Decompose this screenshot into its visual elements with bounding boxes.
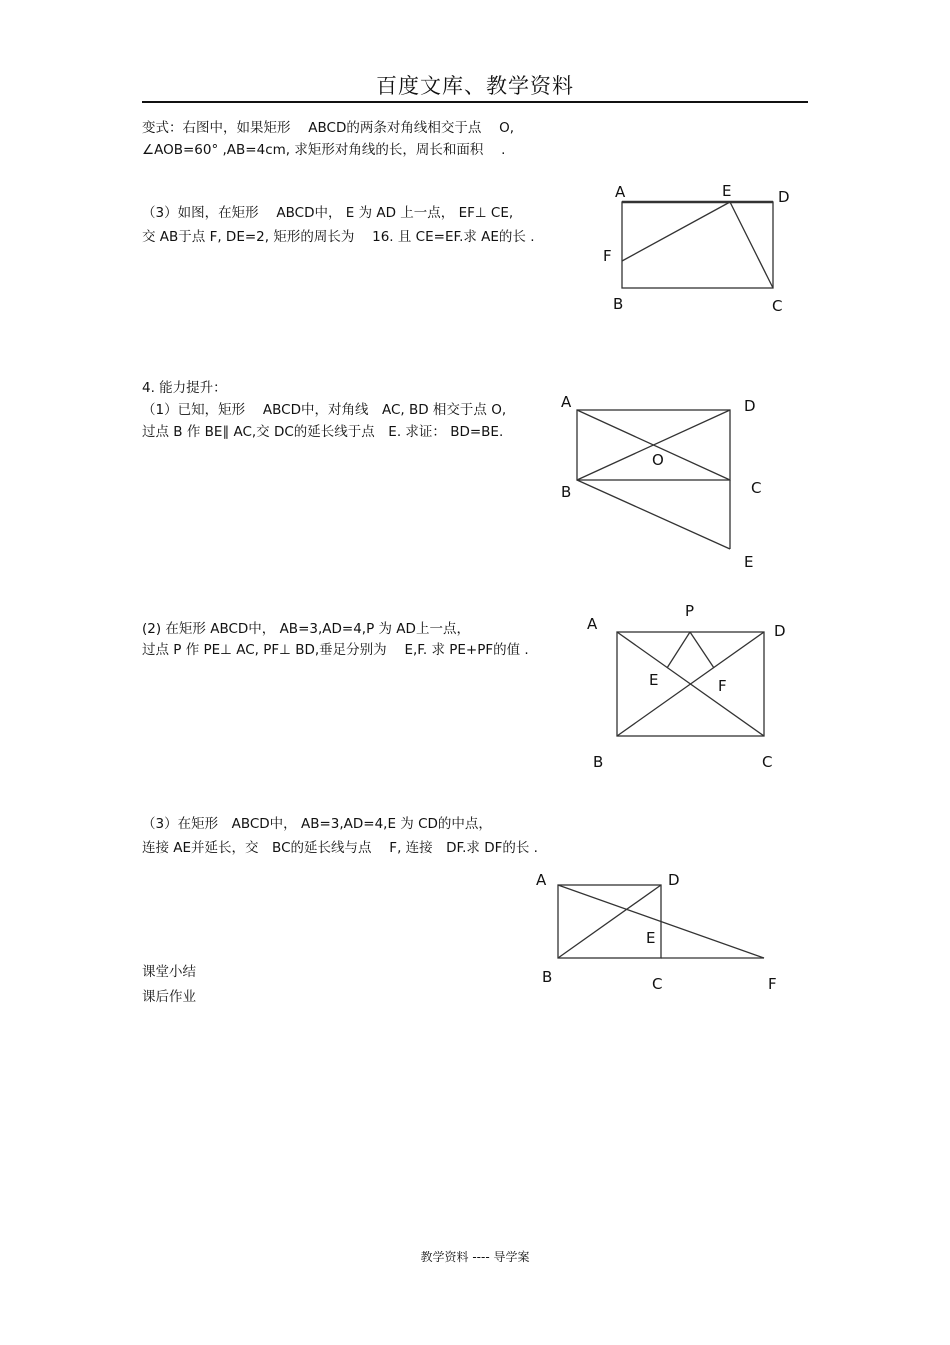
page-title: 百度文库、教学资料 <box>376 74 574 98</box>
variant-line-1: 变式：右图中，如果矩形 ABCD的两条对角线相交于点 O, <box>142 120 515 136</box>
problem3-line-2: 交 AB于点 F, DE=2, 矩形的周长为 16. 且 CE=EF.求 AE的长 . <box>142 229 535 245</box>
figure-section4-p2 <box>580 595 800 780</box>
section4-p1-line-1: （1）已知，矩形 ABCD中，对角线 AC, BD 相交于点 O, <box>142 402 507 418</box>
label-d: D <box>668 871 680 889</box>
label-b: B <box>542 968 553 986</box>
section4-heading: 4. 能力提升： <box>142 380 227 396</box>
label-e: E <box>744 553 754 571</box>
label-o: O <box>652 451 664 469</box>
label-a: A <box>587 615 598 633</box>
label-c: C <box>652 975 663 993</box>
label-c: C <box>762 753 773 771</box>
figure-problem3 <box>600 180 800 320</box>
label-d: D <box>774 622 786 640</box>
section4-p1-line-2: 过点 B 作 BE∥ AC,交 DC的延长线于点 E. 求证： BD=BE. <box>142 424 504 440</box>
section4-p2-line-2: 过点 P 作 PE⊥ AC, PF⊥ BD,垂足分别为 E,F. 求 PE+PF的值 . <box>142 642 529 658</box>
page-footer: 教学资料 ---- 导学案 <box>420 1250 530 1264</box>
label-a: A <box>615 183 626 201</box>
variant-line-2: ∠AOB=60° ,AB=4cm, 求矩形对角线的长，周长和面积 . <box>142 142 506 158</box>
diagonal-bd <box>558 885 661 958</box>
label-e: E <box>722 182 732 200</box>
label-e: E <box>649 671 659 689</box>
segment-ef <box>622 202 730 261</box>
label-f: F <box>603 247 612 265</box>
label-c: C <box>751 479 762 497</box>
label-a: A <box>561 393 572 411</box>
segment-pe <box>667 632 690 668</box>
label-c: C <box>772 297 783 315</box>
summary-line-2: 课后作业 <box>142 989 196 1005</box>
segment-be <box>577 480 730 549</box>
section4-p3-line-2: 连接 AE并延长，交 BC的延长线与点 F, 连接 DF.求 DF的长 . <box>142 840 538 856</box>
label-d: D <box>744 397 756 415</box>
figure-section4-p1 <box>555 390 775 580</box>
label-b: B <box>561 483 572 501</box>
summary-line-1: 课堂小结 <box>142 964 196 980</box>
segment-ec <box>730 202 773 288</box>
label-f: F <box>718 677 727 695</box>
label-b: B <box>613 295 624 313</box>
label-f: F <box>768 975 777 993</box>
figure-section4-p3 <box>530 865 790 1000</box>
label-a: A <box>536 871 547 889</box>
problem3-line-1: （3）如图，在矩形 ABCD中， E 为 AD 上一点， EF⊥ CE, <box>142 205 514 221</box>
label-b: B <box>593 753 604 771</box>
header-divider <box>142 101 808 103</box>
rectangle-abcd <box>622 202 773 288</box>
label-d: D <box>778 188 790 206</box>
segment-pf <box>690 632 714 668</box>
section4-p2-line-1: (2) 在矩形 ABCD中， AB=3,AD=4,P 为 AD上一点， <box>142 621 470 637</box>
section4-p3-line-1: （3）在矩形 ABCD中， AB=3,AD=4,E 为 CD的中点， <box>142 816 492 832</box>
label-e: E <box>646 929 656 947</box>
label-p: P <box>685 602 695 620</box>
